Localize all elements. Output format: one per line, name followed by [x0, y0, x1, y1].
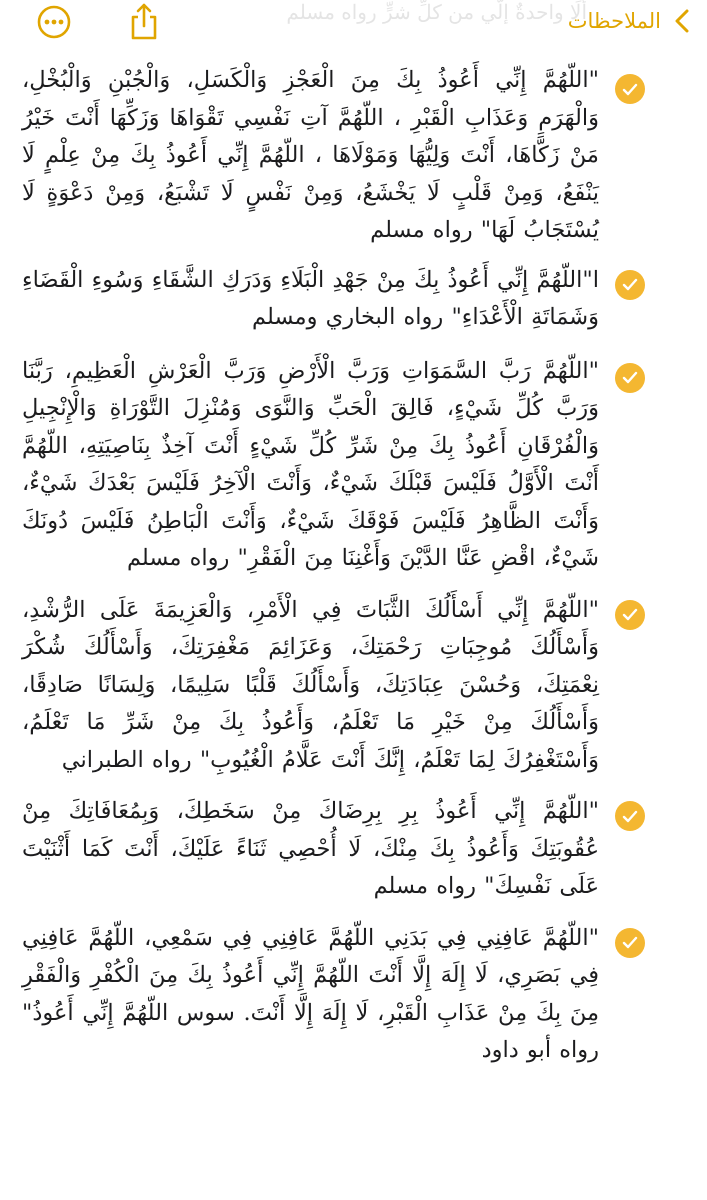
checklist-item-text[interactable]: ا"اللّهُمَّ إِنِّي أَعُوذُ بِكَ مِنْ جَهْدِ الْبَلَاءِ وَدَرَكِ الشَّقَاءِ وَسُوءِ الْقَضَاءِ وَشَمَاتَةِ الْأَعْدَاءِ" رواه البخاري ومسلم: [22, 266, 599, 330]
share-button[interactable]: [126, 2, 162, 42]
checklist-item-text[interactable]: "اللّهُمَّ إِنِّي أَعُوذُ بِرِ بِرِضَاكَ مِنْ سَخَطِكَ، وَبِمُعَافَاتِكَ مِنْ عُقُوبَتِكَ وَأَعُوذُ بِكَ مِنْكَ، لَا أُحْصِي ثَنَاءً عَلَيْكَ، أَنْتَ كَمَا أَثْنَيْتَ عَلَى نَفْسِكَ" رواه مسلم: [22, 798, 599, 899]
checklist: [0, 62, 707, 1070]
checklist-item-text[interactable]: "اللّهُمَّ إِنِّي أَسْأَلُكَ الثَّبَاتَ فِي الْأَمْرِ، وَالْعَزِيمَةَ عَلَى الرُّشْدِ، وَأَسْأَلُكَ مُوجِبَاتِ رَحْمَتِكَ، وَعَزَائِمَ مَغْفِرَتِكَ، وَأَسْأَلُكَ شُكْرَ نِعْمَتِكَ، وَحُسْنَ عِبَادَتِكَ، وَأَسْأَلُكَ قَلْبًا سَلِيمًا، وَلِسَانًا صَادِقًا، وَأَسْأَلُكَ مِنْ خَيْرِ مَا تَعْلَمُ، وَأَعُوذُ بِكَ مِنْ شَرِّ مَا تَعْلَمُ، وَأَسْتَغْفِرُكَ لِمَا تَعْلَمُ، إِنَّكَ أَنْتَ عَلَّامُ الْغُيُوبِ" رواه الطبراني: [22, 596, 599, 773]
checklist-item: [0, 353, 707, 578]
checklist-item: [0, 592, 707, 780]
ellipsis-circle-icon: [37, 5, 71, 39]
checkmark-circle-icon[interactable]: [615, 928, 645, 958]
checkmark-circle-icon[interactable]: [615, 363, 645, 393]
checklist-item: [0, 920, 707, 1070]
more-button[interactable]: [36, 4, 72, 40]
scrolled-note-text: ألَا واحدةٌ إلّي من كلِّ شرٍّ رواه مسلم: [286, 0, 587, 24]
back-button[interactable]: [568, 6, 693, 36]
back-button-label: الملاحظات: [567, 9, 661, 33]
checklist-item-text[interactable]: "اللّهُمَّ عَافِنِي فِي بَدَنِي اللّهُمَّ عَافِنِي فِي سَمْعِي، اللّهُمَّ عَافِنِي فِي بَصَرِي، لَا إِلَهَ إِلَّا أَنْتَ اللّهُمَّ إِنِّي أَعُوذُ بِكَ مِنَ الْكُفْرِ وَالْفَقْرِ مِنَ بِكَ مِنْ عَذَابِ الْقَبْرِ، لَا إِلَهَ إِلَّا أَنْتَ. سوس اللّهُمَّ إِنِّي أَعُوذُ" رواه أبو داود: [22, 924, 599, 1063]
checklist-item: [0, 793, 707, 906]
checklist-item: [0, 262, 707, 337]
checklist-item: [0, 62, 707, 250]
navigation-bar: [0, 0, 707, 56]
checklist-item-text[interactable]: "اللّهُمَّ رَبَّ السَّمَوَاتِ وَرَبَّ الْأَرْضِ وَرَبَّ الْعَرْشِ الْعَظِيمِ، رَبَّنَا وَرَبَّ كُلِّ شَيْءٍ، فَالِقَ الْحَبِّ وَالنَّوَى وَمُنْزِلَ التَّوْرَاةِ وَالْإِنْجِيلِ وَالْفُرْقَانِ أَعُوذُ بِكَ مِنْ شَرِّ كُلِّ شَيْءٍ أَنْتَ آخِذٌ بِنَاصِيَتِهِ، اللّهُمَّ أَنْتَ الْأَوَّلُ فَلَيْسَ قَبْلَكَ شَيْءٌ، وَأَنْتَ الْآخِرُ فَلَيْسَ بَعْدَكَ شَيْءٌ، وَأَنْتَ الظَّاهِرُ فَلَيْسَ فَوْقَكَ شَيْءٌ، وَأَنْتَ الْبَاطِنُ فَلَيْسَ دُونَكَ شَيْءٌ، اقْضِ عَنَّا الدَّيْنَ وَأَغْنِنَا مِنَ الْفَقْرِ" رواه مسلم: [22, 357, 599, 571]
checklist-item-text[interactable]: "اللّهُمَّ إِنِّي أَعُوذُ بِكَ مِنَ الْعَجْزِ وَالْكَسَلِ، وَالْجُبْنِ وَالْبُخْلِ، وَالْهَرَمِ وَعَذَابِ الْقَبْرِ ، اللّهُمَّ آتِ نَفْسِي تَقْوَاهَا وَزَكِّهَا أَنْتَ خَيْرُ مَنْ زَكَّاهَا، أَنْتَ وَلِيُّهَا وَمَوْلَاهَا ، اللّهُمَّ إِنِّي أَعُوذُ بِكَ مِنْ عِلْمٍ لَا يَنْفَعُ، وَمِنْ قَلْبٍ لَا يَخْشَعُ، وَمِنْ نَفْسٍ لَا تَشْبَعُ، وَمِنْ دَعْوَةٍ لَا يُسْتَجَابُ لَهَا" رواه مسلم: [22, 67, 599, 243]
nav-actions: [36, 2, 162, 42]
share-icon: [128, 3, 160, 41]
checkmark-circle-icon[interactable]: [615, 74, 645, 104]
chevron-left-icon: [671, 6, 693, 36]
checkmark-circle-icon[interactable]: [615, 801, 645, 831]
checkmark-circle-icon[interactable]: [615, 270, 645, 300]
checkmark-circle-icon[interactable]: [615, 600, 645, 630]
